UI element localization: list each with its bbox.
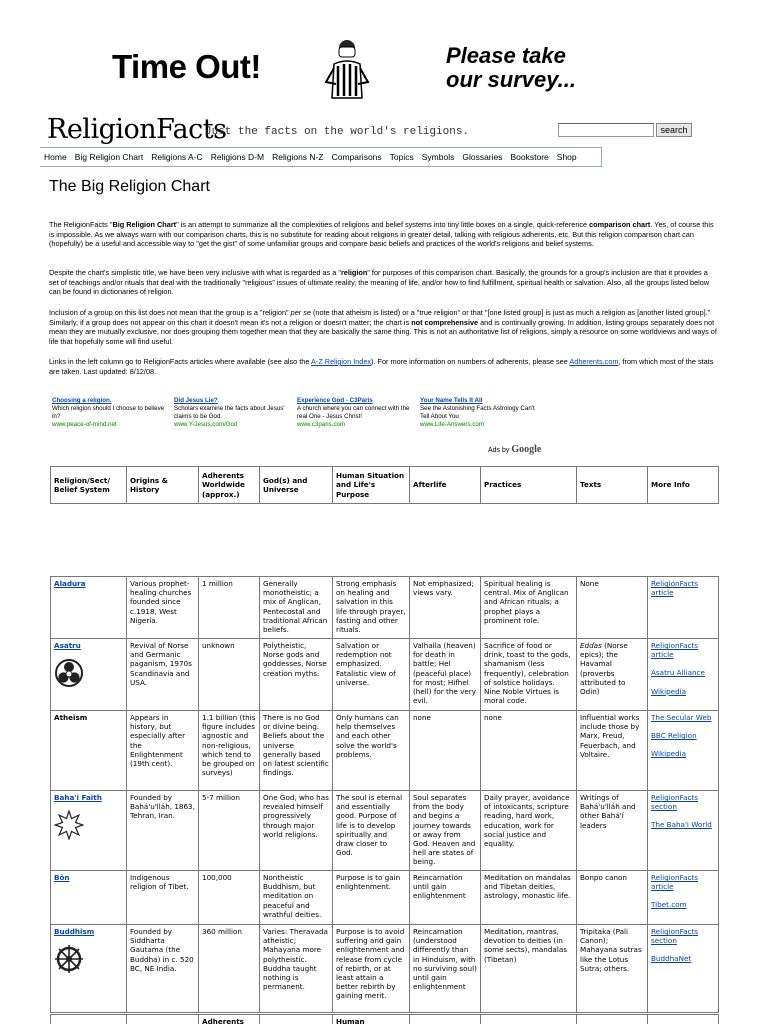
nav-item-topics[interactable]: Topics xyxy=(389,152,414,162)
column-header xyxy=(260,1015,333,1024)
asatru-symbol-icon xyxy=(54,658,84,688)
religion-name-cell xyxy=(51,639,127,711)
ad-url[interactable]: www.Life-Answers.com xyxy=(420,421,484,428)
more-info-cell xyxy=(648,791,719,871)
more-info-link[interactable]: ReligionFacts article xyxy=(651,579,698,598)
column-header xyxy=(51,1015,127,1024)
column-header xyxy=(410,1015,481,1024)
more-info-link[interactable]: The Baha'i World xyxy=(651,820,712,830)
religion-link-buddhism[interactable]: Buddhism xyxy=(54,927,95,936)
page-title: The Big Religion Chart xyxy=(49,178,210,195)
ad-body: Which religion should I choose to believe in? xyxy=(52,405,165,420)
intro-bold: comparison chart xyxy=(589,220,651,229)
afterlife-cell: Soul separates from the body and begins a journey towards or away from God. Heaven and hell are states of being. xyxy=(410,791,481,871)
intro-text: " is an attempt to summarize all the complexities of religions and belief systems into tiny little boxes on a single, quick-reference xyxy=(176,220,590,229)
dharma-wheel-icon xyxy=(54,944,84,974)
texts-emphasis: Eddas xyxy=(580,641,602,650)
ad-body: A church where you can connect with the real One - Jesus Christ! xyxy=(297,405,410,420)
column-header: Afterlife xyxy=(410,467,481,504)
ad-body: See the Astonishing Facts Astrology Can't Tell About You xyxy=(420,405,535,420)
religion-link-asatru[interactable]: Asatru xyxy=(54,641,81,650)
more-info-link[interactable]: ReligionFacts section xyxy=(651,793,698,812)
intro-paragraph-4 xyxy=(49,357,719,376)
adherents-cell: unknown xyxy=(199,639,260,711)
practices-cell: Meditation, mantras, devotion to deities (in some sects), mandalas (Tibetan) xyxy=(481,925,577,1013)
survey-line-2: our survey... xyxy=(446,67,577,92)
more-info-cell xyxy=(648,639,719,711)
more-info-link[interactable]: Wikipedia xyxy=(651,686,687,696)
table-row xyxy=(51,639,719,711)
practices-cell: Meditation on mandalas and Tibetan deities, astrology, monastic life. xyxy=(481,871,577,925)
more-info-link[interactable]: BuddhaNet xyxy=(651,954,692,964)
afterlife-cell: Reincarnation (understood differently than in Hinduism, with no surviving soul) until gain enlightenment xyxy=(410,925,481,1013)
site-tagline: Just the facts on the world's religions. xyxy=(205,126,470,138)
nav-item-glossaries[interactable]: Glossaries xyxy=(462,152,503,162)
origins-cell: Founded by Bahá'u'lláh, 1863, Tehran, Iran. xyxy=(127,791,199,871)
nav-item-comparisons[interactable]: Comparisons xyxy=(331,152,382,162)
column-header: Practices xyxy=(481,467,577,504)
more-info-link[interactable]: ReligionFacts article xyxy=(651,873,698,892)
intro-paragraph-2 xyxy=(49,268,719,297)
ad-url[interactable]: www.Y-Jesus.com/God xyxy=(174,421,238,428)
table-row xyxy=(51,577,719,639)
texts-text: (Norse epics); the Havamal (proverbs attributed to Odin) xyxy=(580,641,628,697)
human-cell: Salvation or redemption not emphasized. Fatalistic view of universe. xyxy=(333,639,410,711)
more-info-cell xyxy=(648,711,719,791)
banner-timeout-text: Time Out! xyxy=(112,48,261,85)
intro-text: and is continually growing. In addition, listing groups separately does not mean they are mutually exclusive, nor does grouping them together mean that they are basically the same thing. This is not an authoritative list of religions, simply a resource on some worldviews and ways of life that hopefully some will find useful. xyxy=(49,317,717,346)
ad-unit[interactable] xyxy=(420,397,540,429)
adherents-link[interactable]: Adherents.com xyxy=(569,357,619,366)
gods-cell: Nontheistic Buddhism, but meditation on peaceful and wrathful deities. xyxy=(260,871,333,925)
table-row xyxy=(51,871,719,925)
more-info-link[interactable]: Wikipedia xyxy=(651,749,687,759)
nav-item-religions-d-m[interactable]: Religions D-M xyxy=(210,152,265,162)
texts-cell: Influential works include those by Marx, Freud, Feuerbach, and Voltaire. xyxy=(577,711,648,791)
practices-cell: Sacrifice of food or drink, toast to the gods, shamanism (less frequently), celebration of solstice holidays. Nine Noble Virtues is moral code. xyxy=(481,639,577,711)
intro-text: (note that atheism is listed) or a "true religion" or that "[one listed group] is just as much a religion as [another listed group]." Similarly, if a group does not appear on this chart it doesn't mean it's not a religion or doesn't matter; the chart is xyxy=(49,308,711,327)
intro-bold: not comprehensive xyxy=(411,317,479,327)
religion-name-cell: Atheism xyxy=(51,711,127,791)
adherents-cell: 360 million xyxy=(199,925,260,1013)
nav-item-bookstore[interactable]: Bookstore xyxy=(510,152,549,162)
repeated-header-table xyxy=(50,1014,719,1024)
intro-bold: religion xyxy=(340,268,368,277)
nav-item-home[interactable]: Home xyxy=(44,152,67,162)
header-row xyxy=(51,1015,719,1024)
ad-title[interactable]: Experience God - C3Paris xyxy=(297,397,373,404)
ad-unit[interactable] xyxy=(52,397,172,429)
referee-icon xyxy=(322,38,372,100)
gods-cell: There is no God or divine being. Beliefs about the universe generally based on latest scientific findings. xyxy=(260,711,333,791)
column-header: God(s) and Universe xyxy=(260,467,333,504)
ad-title[interactable]: Your Name Tells It All xyxy=(420,397,483,404)
practices-cell: Daily prayer, avoidance of intoxicants, scripture reading, hard work, education, work for social justice and equality. xyxy=(481,791,577,871)
religion-link-aladura[interactable]: Aladura xyxy=(54,579,86,588)
intro-text: " for purposes of this comparison chart. Basically, the grounds for a group's inclusion are that it provides a set of teachings and/or rituals that deal with the traditionally "religious" issues of ultimate reality, the meaning of life, and/or how to find fulfillment, spiritual health or salvation. Also, all the groups listed below can be found in dictionaries of religion. xyxy=(49,268,710,297)
column-header: Human Situation and Life's Purpose xyxy=(333,467,410,504)
ad-url[interactable]: www.c3paris.com xyxy=(297,421,346,428)
column-header xyxy=(481,1015,577,1024)
religion-link-bahai[interactable]: Baha'i Faith xyxy=(54,793,102,802)
texts-cell xyxy=(577,639,648,711)
more-info-link[interactable]: The Secular Web xyxy=(651,713,712,722)
column-header: Adherents Worldwide (approx.) xyxy=(199,467,260,504)
more-info-link[interactable]: ReligionFacts section xyxy=(651,927,698,946)
chart-header-table xyxy=(50,466,719,504)
column-header: Human xyxy=(333,1015,410,1024)
table-row xyxy=(51,711,719,791)
bahai-star-icon xyxy=(54,810,84,840)
column-header xyxy=(577,1015,648,1024)
texts-cell: None xyxy=(577,577,648,639)
intro-text: , from which most of the stats are taken. Last updated: 8/12/08. xyxy=(49,357,714,376)
human-cell: The soul is eternal and essentially good. Purpose of life is to develop spiritually and draw closer to God. xyxy=(333,791,410,871)
adherents-cell: 1.1 billion (this figure includes agnostic and non-religious, which tend to be grouped on surveys) xyxy=(199,711,260,791)
table-row xyxy=(51,791,719,871)
adherents-cell: 100,000 xyxy=(199,871,260,925)
afterlife-cell: Not emphasized; views vary. xyxy=(410,577,481,639)
survey-line-1: Please take xyxy=(446,43,566,68)
more-info-cell xyxy=(648,577,719,639)
more-info-cell xyxy=(648,925,719,1013)
intro-text: Despite the chart's simplistic title, we have been very inclusive with what is regarded as a " xyxy=(49,268,341,277)
column-header: Origins & History xyxy=(127,467,199,504)
practices-cell: none xyxy=(481,711,577,791)
adherents-cell: 1 million xyxy=(199,577,260,639)
more-info-link[interactable]: Asatru Alliance xyxy=(651,668,705,678)
afterlife-cell: Reincarnation until gain enlightenment xyxy=(410,871,481,925)
more-info-cell xyxy=(648,871,719,925)
religion-name-cell xyxy=(51,925,127,1013)
origins-cell: Various prophet-healing churches founded since c.1918, West Nigeria. xyxy=(127,577,199,639)
texts-cell: Tripitaka (Pali Canon); Mahayana sutras like the Lotus Sutra; others. xyxy=(577,925,648,1013)
nav-item-religions-n-z[interactable]: Religions N-Z xyxy=(272,152,324,162)
column-header: Texts xyxy=(577,467,648,504)
ad-unit[interactable] xyxy=(297,397,417,429)
intro-text: Inclusion of a group on this list does not mean that the group is a "religion" xyxy=(49,308,291,317)
nav-item-big-religion-chart[interactable]: Big Religion Chart xyxy=(74,152,144,162)
table-row xyxy=(51,925,719,1013)
a-z-religion-index-link[interactable]: A-Z Religion Index xyxy=(311,357,372,366)
intro-text: ). For more information on numbers of adherents, please see xyxy=(371,357,570,366)
ad-block xyxy=(52,397,612,433)
afterlife-cell: none xyxy=(410,711,481,791)
header-row xyxy=(51,467,719,504)
gods-cell: One God, who has revealed himself progressively through major world religions. xyxy=(260,791,333,871)
intro-text: . Yes, of course this is impossible. As we always warn with our comparison charts, this is no substitute for reading about religions in greater detail, talking with religious adherents, etc. But this religion comparison chart can (hopefully) be a useful and accessible way to "get the gist" of some unfamiliar groups and compare basic beliefs and practices of the world's religions and belief systems. xyxy=(49,220,714,249)
search-button[interactable]: search xyxy=(656,123,692,137)
banner-survey-text xyxy=(446,44,576,92)
ads-by-label: Ads by xyxy=(488,447,510,454)
more-info-link[interactable]: Tibet.com xyxy=(651,900,687,910)
search-input[interactable] xyxy=(558,123,654,137)
afterlife-cell: Valhalla (heaven) for death in battle; Hel (peaceful place) for most; Hifhel (hell) for the very evil. xyxy=(410,639,481,711)
human-cell: Only humans can help themselves and each other solve the world's problems. xyxy=(333,711,410,791)
nav-item-religions-a-c[interactable]: Religions A-C xyxy=(151,152,203,162)
intro-bold: Big Religion Chart xyxy=(112,220,177,229)
more-info-link[interactable]: BBC Religion xyxy=(651,731,697,741)
religion-link-bon[interactable]: Bön xyxy=(54,873,70,882)
intro-italic: per se xyxy=(290,308,311,317)
texts-cell: Writings of Bahá'u'lláh and other Bahá'í leaders xyxy=(577,791,648,871)
gods-cell: Varies: Theravada atheistic; Mahayana more polytheistic. Buddha taught nothing is permanent. xyxy=(260,925,333,1013)
human-cell: Strong emphasis on healing and salvation in this life through prayer, fasting and other rituals. xyxy=(333,577,410,639)
origins-cell: Founded by Siddharta Gautama (the Buddha) in c. 520 BC, NE India. xyxy=(127,925,199,1013)
religion-chart-table xyxy=(50,576,719,1013)
ad-url[interactable]: www.peace-of-mind.net xyxy=(52,421,117,428)
intro-text: Links in the left column go to ReligionFacts articles where available (see also the xyxy=(49,357,312,366)
human-cell: Purpose is to gain enlightenment. xyxy=(333,871,410,925)
practices-cell: Spiritual healing is central. Mix of Anglican and African rituals; a prophet plays a prominent role. xyxy=(481,577,577,639)
gods-cell: Generally monotheistic; a mix of Anglican, Pentecostal and traditional African beliefs. xyxy=(260,577,333,639)
texts-cell: Bonpo canon xyxy=(577,871,648,925)
origins-cell: Revival of Norse and Germanic paganism, 1970s Scandinavia and USA. xyxy=(127,639,199,711)
google-label: Google xyxy=(511,444,542,455)
nav-item-symbols[interactable]: Symbols xyxy=(421,152,455,162)
ads-by-google[interactable] xyxy=(488,444,541,455)
intro-paragraph-1 xyxy=(49,220,719,249)
adherents-cell: 5-7 million xyxy=(199,791,260,871)
religion-name-cell xyxy=(51,577,127,639)
human-cell: Purpose is to avoid suffering and gain enlightenment and release from cycle of rebirth, or at least attain a better rebirth by gaining merit. xyxy=(333,925,410,1013)
site-logo[interactable]: ReligionFacts xyxy=(47,114,227,145)
more-info-link[interactable]: ReligionFacts article xyxy=(651,641,698,660)
ad-title[interactable]: Choosing a religion. xyxy=(52,397,112,404)
main-nav xyxy=(40,147,602,167)
origins-cell: Appears in history, but especially after the Enlightenment (19th cent). xyxy=(127,711,199,791)
intro-text: The ReligionFacts " xyxy=(49,220,113,229)
ad-body: Scholars examine the facts about Jesus' claims to be God xyxy=(174,405,285,420)
intro-paragraph-3 xyxy=(49,308,719,346)
gods-cell: Polytheistic, Norse gods and goddesses, Norse creation myths. xyxy=(260,639,333,711)
religion-name-cell xyxy=(51,871,127,925)
column-header: Adherents xyxy=(199,1015,260,1024)
column-header xyxy=(648,1015,719,1024)
ad-unit[interactable] xyxy=(174,397,294,429)
origins-cell: Indigenous religion of Tibet. xyxy=(127,871,199,925)
survey-banner[interactable] xyxy=(0,30,768,110)
column-header xyxy=(127,1015,199,1024)
column-header: Religion/Sect/ Belief System xyxy=(51,467,127,504)
column-header: More Info xyxy=(648,467,719,504)
religion-name-cell xyxy=(51,791,127,871)
nav-item-shop[interactable]: Shop xyxy=(556,152,577,162)
ad-title[interactable]: Did Jesus Lie? xyxy=(174,397,218,404)
